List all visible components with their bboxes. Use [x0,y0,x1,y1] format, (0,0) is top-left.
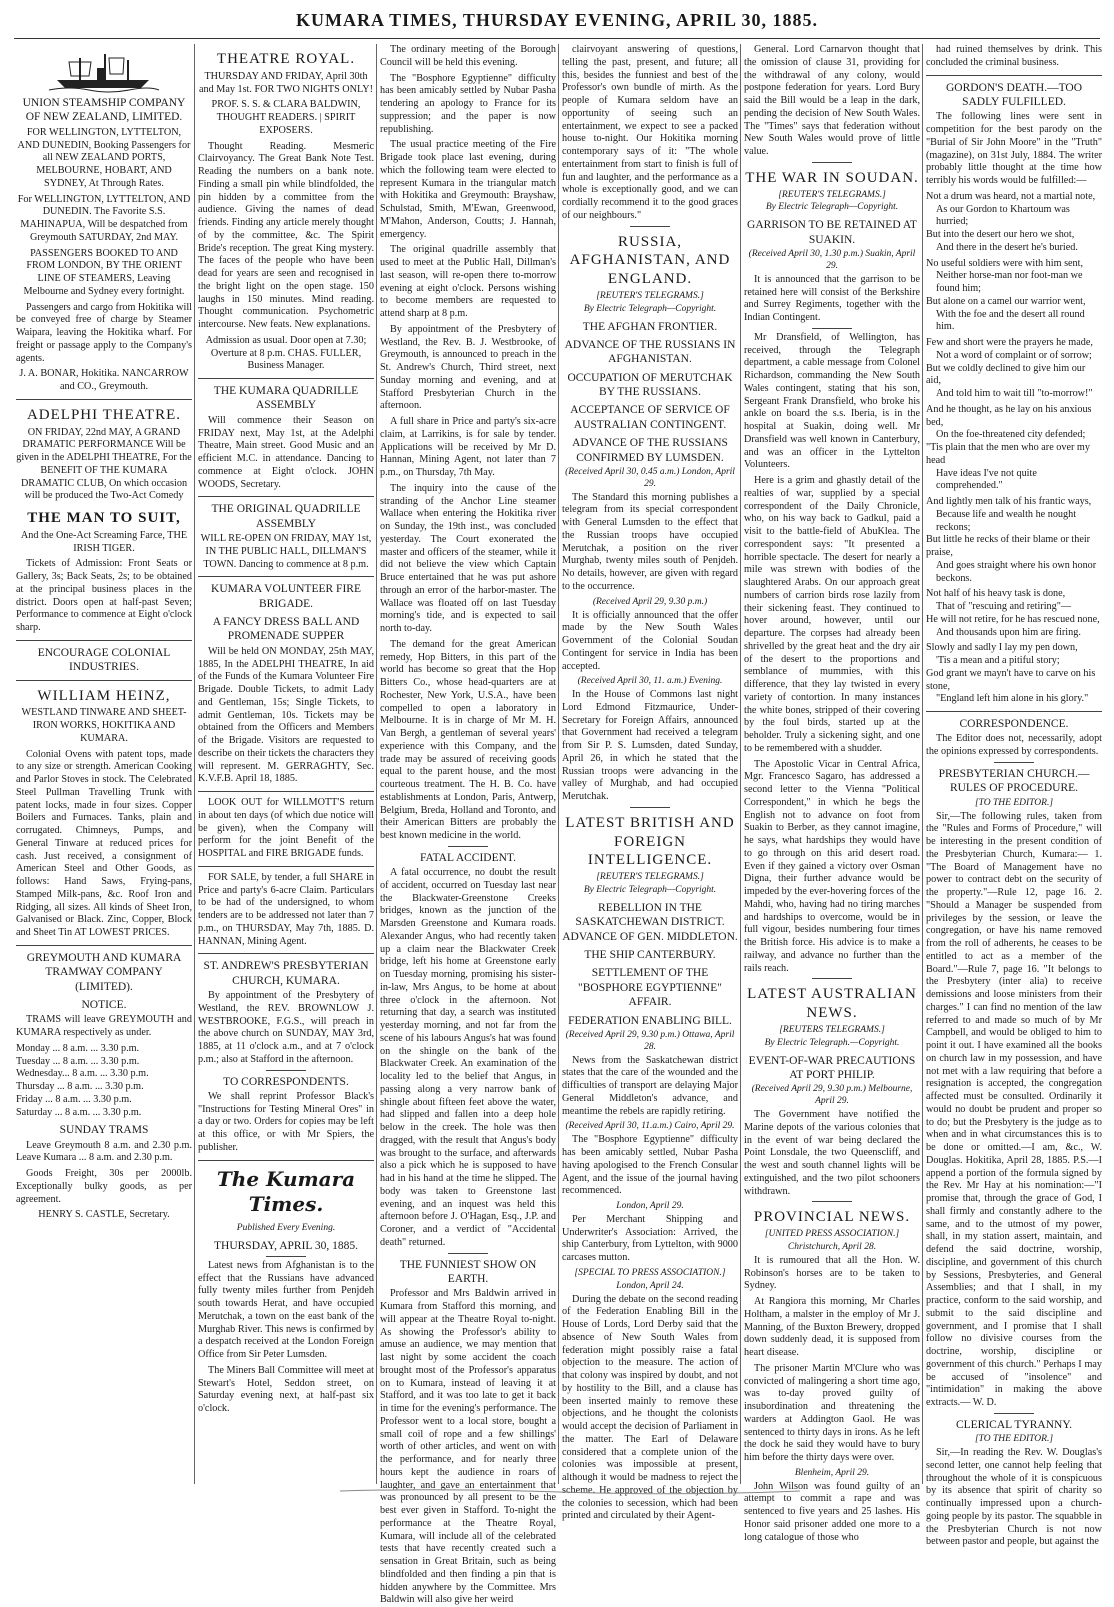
subhead: ADVANCE OF THE RUSSIANS CONFIRMED BY LUMSDEN. [572,437,728,464]
news-paragraph: At Rangiora this morning, Mr Charles Holtham, a malster in the employ of Mr J. Manning, of the Buxton Brewery, dropped down suddenly dead, it is supposed from heart disease. [744,1296,920,1358]
column-divider [376,44,377,1484]
telegram-body: It is announced that the garrison to be retained here will consist of the Berkshire and Surrey Regiments, together with the Indian Contingent. [744,273,920,323]
subhead: ACCEPTANCE OF SERVICE OF AUSTRALIAN CONTINGENT. [570,404,730,431]
union-body: FOR WELLINGTON, LYTTELTON, AND DUNEDIN, Booking Passengers for all NEW ZEALAND PORTS, MELBOURNE, HOBART, AND SYDNEY, At Through Rates. [17,126,191,189]
church-title: ST. ANDREW'S PRESBYTERIAN CHURCH, KUMARA. [203,960,369,987]
tram-row: Wednesday... 8 a.m. ... 3.30 p.m. [16,1068,149,1080]
correspondence-title: CORRESPONDENCE. [959,718,1069,730]
telegram-body: During the debate on the second reading of the Federation Enabling Bill in the House of Lords, Lord Derby said that the absence of New South Wales from federation might possibly raise a fatal objection to the measure. The action of that colony was inspired by doubt, and not by hostility to the Bill, and a clause has been inserted mainly to remove these objections, and he thought the colonists would accept the decision of Parliament in the matter. The Earl of Delaware considered that a complete union of the colonies was impossible at present, although it would be madness to reject the scheme. He approved of the objection by the colonies to secession, which had been printed and circulated by their Agent- [562,1293,738,1522]
correspondents-body: We shall reprint Professor Black's "Instructions for Testing Mineral Ores" in a day or two. Orders for copies may be left at this office, or with Mr Spiers, the publisher. [198,1090,374,1153]
poem-line: Because life and wealth he nought reckons; [936,508,1077,533]
tram-row: Monday ... 8 a.m. ... 3.30 p.m. [16,1042,140,1054]
news-paragraph: Here is a grim and ghastly detail of the realties of war, supplied by a special correspondent of the Daily Chronicle, who, on his way back to Gadkul, paid a visit to the battle-field of AbuKlea. The correspondent says: "It presented a horrible spectacle. The desert for nearly a mile was strewn with bodies of the slaughtered Arabs. On our approach great numbers of carrion birds rose lazily from their sickening feast. They continued to hover around, however, until our departure. The corpses had already been shrivelled by the great heat and the dry air of the desert to the proportions and semblance of mummies, with this difference, that they lay twisted in every variety of contortion. In many instances the white bones, stripped of their covering by the foul birds, started up at the beholder. Truly a sickening sight, and one to be remembered with a shudder. [744,475,920,754]
masthead: KUMARA TIMES, THURSDAY EVENING, APRIL 30, 1885. [295,10,819,30]
telegram-body: The Government have notified the Marine depots of the various colonies that in the event of war being declared the Point Lonsdale, the two Queenscliff, and the west and south channel lights will be extinguished, and the two pilot schooners withdrawn. [744,1109,920,1197]
miners-notice: The Miners Ball Committee will meet at Stewart's Hotel, Seddon street, on Saturday evening next, at half-past six o'clock. [198,1364,374,1415]
dateline: (Received April 30, 1.30 p.m.) Suakin, April 29. [748,249,916,271]
poem-line: Not a word of complaint or of sorrow; [936,349,1092,361]
news-paragraph: Mr Dransfield, of Wellington, has received, through the Telegraph department, a cable message from Colonel Richardson, commanding the New South Wales contingent, stating that his son, Sergeant Frank Dransfield, who broke his ankle on board the s.s. Iberia, is in the hospital at Suakin, doing well. Mr Dransfield was well known in Canterbury, and was an officer in the Lyttelton Volunteers. [744,331,920,471]
dash [630,807,670,808]
steamship-icon [49,48,159,92]
union-body-2: For WELLINGTON, LYTTELTON, AND DUNEDIN. The Favorite S.S. MAHINAPUA, Will be despatched from Greymouth SATURDAY, 2nd MAY. [17,193,191,243]
reuters-line: [REUTERS TELEGRAMS.] [779,1024,885,1035]
date-line: THURSDAY, APRIL 30, 1885. [214,1239,358,1252]
war-title: THE WAR IN SOUDAN. [745,169,919,186]
brigade-title: KUMARA VOLUNTEER FIRE BRIGADE. [211,583,361,610]
upa-line: [UNITED PRESS ASSOCIATION.] [764,1229,900,1239]
goods-freight: Goods Freight, 30s per 2000lb. Exceptionally bulky goods, as per agreement. [16,1168,192,1205]
dash [630,226,670,227]
poem-line: And there in the desert he's buried. [936,241,1078,253]
subhead: EVENT-OF-WAR PRECAUTIONS AT PORT PHILIP. [748,1054,916,1081]
news-paragraph: John Wilson was found guilty of an attempt to commit a rape and was sentenced to five years and 25 lashes. His Honor said prisoner added one more to a long catalogue of those who [744,1480,920,1543]
dateline: Blenheim, April 29. [794,1467,870,1478]
news-paragraph: The usual practice meeting of the Fire Brigade took place last evening, during which the following team were elected to represent Kumara in the triangular match with Hokitika and Greymouth: Brayshaw, Schulstad, Smith, M'Ewan, Greenwood, M'Mahon, Anderson, Coutts; J. Hannah, emergency. [380,139,556,240]
provincial-title: PROVINCIAL NEWS. [753,1209,911,1226]
subhead: GARRISON TO BE RETAINED AT SUAKIN. [747,219,917,246]
poem-line: And he thought, as he lay on his anxious bed, [926,403,1092,428]
published-line: Published Every Evening. [236,1222,336,1233]
adelphi-farce: And the One-Act Screaming Farce, THE IRISH TIGER. [20,529,188,554]
news-paragraph: The "Bosphore Egyptienne" difficulty has been amicably settled by Nubar Pasha tendering an apology to France for its suppression; and the paper is now republishing. [380,72,556,135]
poem-line: That of "rescuing and retiring"— [936,601,1072,612]
separator [198,791,374,792]
sunday-body: Leave Greymouth 8 a.m. and 2.30 p.m. Leave Kumara ... 8 a.m. and 2.30 p.m. [16,1139,192,1164]
willmott-notice: LOOK OUT for WILLMOTT'S return in about ten days (of which due notice will be given), when the Company will perform for the joint Benefit of the HOSPITAL and FIRE BRIGADE funds. [198,797,374,859]
copyright-line: By Electric Telegraph—Copyright. [765,202,899,213]
adelphi-play: THE MAN TO SUIT, [27,510,181,526]
telegram-body: News from the Saskatchewan district states that the care of the wounded and the difficulties of transport are delaying Major General Middleton's advance, and meantime the rebels are rapidly retiring. [562,1054,738,1117]
heinz-title: WILLIAM HEINZ, [37,687,171,704]
poem-line: And goes straight where his own honor beckons. [936,559,1097,584]
news-paragraph: had ruined themselves by drink. This concluded the criminal business. [926,44,1102,68]
presbyterian-letter: Sir,—The following rules, taken from the "Rules and Forms of Procedure," will be interesting in the present condition of the Presbyterian Church, Kumara:— 1. "The Board of Management have no power to contract debt on the security of the property."—Rule 12, page 16. 2. "Should a Manager be suspended from privileges by the session, or leave the congregation, or have his name removed from the roll of adherents, he ceases to be entitled to act as a member of the Board."—Rule 7, page 16. "It belongs to the Presbytery (inter alia) to receive demissions and loose ministers from their charges." I can find no mention of the law referred to and made so much of by Mr Campbell, and would be obliged to him to point it out. I have examined all the books on church law in my possession, and have not met with a law requiring that before a resignation is accepted, the congregation affected must be consulted. Ordinarily it would no doubt be prudent and proper so to do; but the Presbytery is the judge as to when and in what circumstances this is to be done or omitted.—I am, &c., W. Douglas. Hokitika, April 28, 1885. P.S.—I append a portion of the formula signed by the Rev. Mr Hay at his nomination:—"I promise that, through the grace of God, I shall firmly and constantly adhere to the same, and to the utmost of my power, shall, in my station assert, maintain, and defend the said doctrine, worship, discipline, and government of this church by Sessions, Presbyteries, and General Assemblies; and that I shall, in my practice, conform to the said worship, and submit to the said discipline and government, and I promise that I shall follow no divisive courses from the doctrine, worship, discipline or government of this church." Perhaps I may be accused of "insolence" and "intimidation" in making the above extracts.— W. D. [926,810,1102,1408]
separator [16,640,192,641]
original-quadrille-body: WILL RE-OPEN ON FRIDAY, MAY 1st, IN THE PUBLIC HALL, DILLMAN'S TOWN. Dancing to commence at 8 p.m. [200,533,372,570]
baldwin-heading: PROF. S. S. & CLARA BALDWIN, THOUGHT READERS. | SPIRIT EXPOSERS. [211,99,361,136]
sunday-heading: SUNDAY TRAMS [59,1124,149,1137]
poem-line: Not half of his heavy task is done, [926,588,1066,600]
poem-line: But we coldly declined to give him our aid, [926,362,1086,387]
poem-line: On the foe-threatened city defended; [936,429,1086,441]
tyranny-title: CLERICAL TYRANNY. [955,1418,1073,1431]
castle-signature: HENRY S. CASTLE, Secretary. [38,1209,170,1221]
poem-line: God grant we mayn't have to carve on his stone, [926,667,1096,692]
to-editor-line: [TO THE EDITOR.] [974,797,1054,808]
sale-notice: FOR SALE, by tender, a full SHARE in Price and party's 6-acre Claim. Particulars to be had of the undersigned, to whom tenders are to be addressed not later than 7 p.m., on THURSDAY, May 7th, 1885. D. HANNAN, Mining Agent. [198,871,374,947]
telegram-body: Per Merchant Shipping and Underwriter's Association: Arrived, the ship Canterbury, from Lyttelton, with 9000 carcases mutton. [562,1213,738,1264]
adelphi-tickets: Tickets of Admission: Front Seats or Gallery, 3s; Back Seats, 2s; to be obtained at the principal business places in the district. Doors open at half-past Seven; Performance to commence at Eight o'clock sharp. [16,558,192,633]
notice-heading: NOTICE. [81,998,127,1011]
poem-line: But alone on a camel our warrior went, [926,295,1086,307]
poem-line: And told him to wait till "to-morrow!" [936,388,1093,399]
dash [448,1253,488,1254]
union-body-4: Passengers and cargo from Hokitika will be conveyed free of charge by Steamer Waipara, leaving the Hokitika wharf. For freight or passage apply to the Company's agents. [16,301,192,364]
australian-title: LATEST AUSTRALIAN NEWS. [747,986,917,1021]
poem-line: "Tis plain that the men who are over my head [926,442,1090,466]
page-edge-smudge [40,1486,1080,1496]
baldwin-admission: Admission as usual. Door open at 7.30; Overture at 8 p.m. CHAS. FULLER, Business Manager. [205,334,367,372]
poem-line: With the foe and the desert all round him. [936,308,1085,333]
dateline: (Received April 29, 9.30 p.m.) Ottawa, April 28. [565,1029,735,1052]
dateline: (Received April 30, 11. a.m.) Evening. [577,676,723,687]
original-quadrille-title: THE ORIGINAL QUADRILLE ASSEMBLY [211,503,361,530]
reuters-line: [REUTER'S TELEGRAMS.] [596,290,704,301]
poem-line: Not a drum was heard, not a martial note, [926,190,1096,202]
reuters-line: [REUTER'S TELEGRAMS.] [596,872,704,883]
column-5 [744,44,920,1543]
dash [994,1413,1034,1414]
poem-line: 'Tis a mean and a pitiful story; [936,655,1060,666]
column-2 [198,44,374,1484]
poem-line: Neither horse-man nor foot-man we found him; [936,270,1083,294]
tram-row: Tuesday ... 8 a.m. ... 3.30 p.m. [16,1055,140,1067]
reuters-line: [REUTER'S TELEGRAMS.] [778,189,886,200]
dash [812,328,852,329]
gordon-title: GORDON'S DEATH.—TOO SADLY FULFILLED. [945,81,1083,108]
heinz-subtitle: WESTLAND TINWARE AND SHEET-IRON WORKS, HOKITIKA AND KUMARA. [21,707,187,744]
subhead: SETTLEMENT OF THE "BOSPHORE EGYPTIENNE" AFFAIR. [578,967,722,1009]
copyright-line: By Electric Telegraph—Copyright. [583,303,717,314]
column-6 [926,44,1102,1548]
subhead: THE SHIP CANTERBURY. [584,949,716,961]
column-divider [194,44,195,1484]
tram-row: Friday ... 8 a.m. ... 3.30 p.m. [16,1093,132,1105]
poem [926,191,1102,706]
news-paragraph: A full share in Price and party's six-acre claim, at Larrikins, is for sale by tender. Applications will be received by Mr D. Hannan, Mining Agent, not later than 7 p.m., on Thursday, 7th May. [380,416,556,478]
russia-title: RUSSIA, AFGHANISTAN, AND ENGLAND. [569,233,731,287]
news-paragraph: The inquiry into the cause of the stranding of the Anchor Line steamer Wallace when entering the Hokitika river on Sunday, the 19th inst., was concluded yesterday. The Court exonerated the master and officers of the steamer, while it did not believe the view which Captain Bruce entertained that he was put ashore through an error of the harbor-master. The Wallace was floated off on last Tuesday morning's tide, and is expected to sail north to-day. [380,482,556,634]
adelphi-body: ON FRIDAY, 22nd MAY, A GRAND DRAMATIC PERFORMANCE Will be given in the ADELPHI THEATRE, For the BENEFIT OF THE KUMARA DRAMATIC CLUB, On which occasion will be produced the Two-Act Comedy [16,426,192,502]
poem-line: Few and short were the prayers he made, [926,337,1093,348]
baldwin-body: Thought Reading. Mesmeric Clairvoyancy. The Great Bank Note Test. Reading the numbers on a bank note. Finding a small pin while blindfolded, the pin hidden by a committee from the audience. Giving the names of dead friends. Finding any article merely thought of by the committee, &c. The Spirit Bride's reception. The great King mystery. The faces of the people who have been dead for years are seen and recognised in the bright light on the open stage. 150 laughs in 150 minutes. Mind reading. Thought communication. Psychometric intercourse. New feats. New explanations. [198,140,374,330]
column-divider [558,44,559,1484]
poem-line: No useful soldiers were with him sent, [926,257,1084,269]
dash [266,1256,306,1257]
news-paragraph: The ordinary meeting of the Borough Council will be held this evening. [380,44,556,68]
separator [198,866,374,867]
telegram-body: It is officially announced that the offer made by the New South Wales Government of the Colonial Soudan Contingent for service in India has been accepted. [562,609,738,672]
separator [926,711,1102,712]
copyright-line: By Electric Telegraph—Copyright. [583,885,717,895]
separator [198,496,374,497]
dash [448,846,488,847]
tyranny-letter: Sir,—In reading the Rev. W. Douglas's second letter, one cannot help feeling that throughout the whole of it is conspicuous by its absence that spirit of charity so continually impressed upon a church-going people by its pastor. The squabble in the Presbyterian Church is not now between pastor and people, but against the [926,1447,1102,1548]
editor-note: The Editor does not, necessarily, adopt the opinions expressed by correspondents. [926,733,1102,758]
heinz-body: Colonial Ovens with patent tops, made to any size or strength. American Cooking and Parlor Stoves in stock. The Celebrated Steel Pullman Travelling Trunk with patent locks, made in four sizes. Copper Boilers and Furnaces. Tanks, plain and corrugated. Chimneys, Pumps, and General Tinware at reduced prices for cash. Just received, a consignment of American Steel and Other Goods, as follows: Hand Saws, Frying-pans, Stamped Milk-pans, &c. Roof Iron and Ridging, all sizes. All kinds of Sheet Iron, Galvanised or Black. Zinc, Copper, Block and Sheet Tin AT LOWEST PRICES. [16,748,192,938]
poem-line: But little he recks of their blame or their praise, [926,534,1091,558]
dateline: (Received April 30, 0.45 a.m.) London, April 29. [565,466,735,489]
news-paragraph: The prisoner Martin M'Clure who was convicted of malingering a short time ago, was to-day proved guilty of insubordination and threatening the warders at Addington Gaol. He was sentenced to thirty days in irons. As he left the dock he said they would have to bury him before the thirty days were over. [744,1362,920,1463]
column-divider [740,44,741,1484]
news-paragraph: clairvoyant answering of questions, telling the past, present, and future; all this, besides the funniest and best of the Professor's own bundle of mirth. As the people of Kumara seldom have an opportunity of seeing such an entertainment, we expect to see a packed house to-night. Our Hokitika morning contemporary says of it: "The whole entertainment from start to finish is full of fun and laughter, and the performance as a whole is exceptionally good, and we can cordially recommend it to the good graces of our neighbours." [562,44,738,221]
news-paragraph: It is rumoured that all the Hon. W. Robinson's horses are to be taken to Sydney. [744,1254,920,1292]
separator [16,945,192,946]
afghan-title: THE AFGHAN FRONTIER. [582,320,718,333]
news-paragraph: The original quadrille assembly that used to meet at the Public Hall, Dillman's last season, will re-open there to-morrow evening at eight o'clock. Persons wishing to become members are requested to attend sharp at 8 p.m. [380,244,556,319]
subhead: REBELLION IN THE SASKATCHEWAN DISTRICT. ADVANCE OF GEN. MIDDLETON. [562,901,738,943]
subhead: ADVANCE OF THE RUSSIANS IN AFGHANISTAN. [564,338,736,366]
presbyterian-title: PRESBYTERIAN CHURCH.—RULES OF PROCEDURE. [938,767,1090,795]
telegram-body: In the House of Commons last night Lord Edmond Fitzmaurice, Under-Secretary for Foreign Affairs, announced that Government had received a telegram from Sir P. S. Lumsden, dated Sunday, April 26, in which he stated that the Russian troops were advancing in the valley of Murghab, and had occupied Merutchak. [562,689,738,803]
latest-title: LATEST BRITISH AND FOREIGN INTELLIGENCE. [565,814,735,869]
correspondents-title: TO CORRESPONDENTS. [223,1075,349,1088]
union-title: UNION STEAMSHIP COMPANY OF NEW ZEALAND, LIMITED. [22,97,186,124]
dateline: (Received April 29, 9.30 p.m.) [592,596,708,607]
column-1 [16,44,192,1484]
ball-body: Will be held ON MONDAY, 25th MAY, 1885, In the ADELPHI THEATRE, In aid of the Funds of the Kumara Volunteer Fire Brigade. Double Tickets, to admit Lady and Gentleman, 15s; Single Tickets, to admit Gentleman, 10s. Tickets may be obtained from the Officers and Members of the Brigade. Visitors are requested to describe on their tickets the characters they will represent. M. GERRAGHTY, Sec. K.V.F.B. April 18, 1885. [198,645,374,785]
theatre-royal-title: THEATRE ROYAL. [216,51,356,67]
union-signature: J. A. BONAR, Hokitika. NANCARROW and CO., Greymouth. [19,368,189,392]
column-3 [380,44,556,1606]
subhead: FEDERATION ENABLING BILL. [568,1014,732,1027]
dash [812,162,852,163]
poem-line: He will not retire, for he has rescued none, [926,613,1100,625]
separator [16,680,192,681]
funniest-show-body: Professor and Mrs Baldwin arrived in Kumara from Stafford this morning, and will appear at the Theatre Royal to-night. As showing the Professor's ability to amuse an audience, we may mention that last night by some accident the coach brought most of the Professor's apparatus on to Kumara, instead of leaving it at Stafford, and it was too late to get it back in time for the evening's performance. The Professor went to a local store, bought a small coil of rope and a few shillings' worth of other articles, and went on with the performance, and for nearly three hours kept the audience in roars of laughter, and gave an entertainment that was pronounced by all present to be the best ever given in Stafford. To-night the performance at the Theatre Royal, Kumara, will include all of the celebrated tests that have recently created such a sensation in Great Britain, such as being blindfolded and then finding a pin that is hidden anywhere by the Committee. Mrs Baldwin will also give her weird [380,1288,556,1606]
column-4 [562,44,738,1522]
poem-line: Slowly and sadly I lay my pen down, [926,642,1078,654]
dash [266,1070,306,1071]
news-paragraph: General. Lord Carnarvon thought that the omission of clause 31, providing for the withdrawal of any colony, would postpone federation for years. Lord Bury said the Bill would be a leap in the dark, pending the decision of New South Wales. The "Times" says that federation without New South Wales would prove of little value. [744,44,920,157]
top-rule [14,38,1100,39]
separator [198,378,374,379]
funniest-show-title: THE FUNNIEST SHOW ON EARTH. [399,1258,537,1285]
dash [994,762,1034,763]
poem-line: "England left him alone in his glory." [936,693,1089,705]
quadrille-body: Will commence their Season on FRIDAY next, May 1st, at the Adelphi Theatre, Main street. Good Music and an efficient M.C. in attendance. Dancing to commence at Eight o'clock. JOHN WOODS, Secretary. [198,414,374,490]
fatal-accident-title: FATAL ACCIDENT. [420,851,516,864]
tram-row: Thursday ... 8 a.m. ... 3.30 p.m. [16,1081,144,1092]
separator [926,75,1102,76]
dateline: (Received April 29, 9.30 p.m.) Melbourne, April 29. [751,1084,913,1107]
church-body: By appointment of the Presbytery of Westland, the REV. BROWNLOW J. WESTBROOKE, F.G.S., will preach in the above church on SUNDAY, MAY 3rd, 1885, at 11 o'clock a.m., and at 7 o'clock p.m.; also at Stafford in the afternoon. [198,990,374,1065]
union-body-3: PASSENGERS BOOKED TO AND FROM LONDON, BY THE ORIENT LINE OF STEAMERS, Leaving Melbourne and Sydney every fortnight. [23,247,185,297]
tram-row: Saturday ... 8 a.m. ... 3.30 p.m. [16,1106,142,1118]
column-divider [922,44,923,1484]
tramway-title: GREYMOUTH AND KUMARA TRAMWAY COMPANY (LIMITED). [26,951,182,993]
paper-nameplate: The Kumara Times. [216,1166,356,1216]
ball-title: A FANCY DRESS BALL AND PROMENADE SUPPER [212,616,360,643]
dateline: Christchurch, April 28. [787,1241,877,1252]
poem-line: And lightly men talk of his frantic ways, [926,496,1092,507]
telegram-body: The "Bosphore Egyptienne" difficulty has been amicably settled, Nubar Pasha having apologised to the French Consular Agent, and the issue of the journal having recommenced. [562,1134,738,1197]
dash [812,1201,852,1202]
news-paragraph: By appointment of the Presbytery of Westland, the Rev. B. J. Westbrooke, of Greymouth, is announced to preach in the St. Andrew's Church, Third street, next Sunday morning and evening, and at Stafford Presbyterian Church in the afternoon. [380,323,556,412]
dateline: (Received April 30, 11.a.m.) Cairo, April 29. [565,1121,735,1132]
quadrille-title: THE KUMARA QUADRILLE ASSEMBLY [213,385,359,412]
poem-line: And thousands upon him are firing. [936,626,1081,638]
separator [198,953,374,954]
news-paragraph: The demand for the great American remedy, Hop Bitters, in this part of the world has become so great that the Hop Bitters Co., whose head-quarters are at Rochester, New York, U.S.A., have been compelled to open a laboratory in Melbourne. It is in charge of Mr M. H. Van Bergh, a gentleman of several years' experience with this Company, and the trade may be assured of receiving goods equal to the parent house, and the most courteous treatment. The H. B. Co. have establishments at London, Paris, Antwerp, Belgium, Breda, Holland and Toronto, and their American Bitters are probably the best known medicine in the world. [380,638,556,841]
special-line: [SPECIAL TO PRESS ASSOCIATION.] [574,1267,726,1278]
news-paragraph: The Apostolic Vicar in Central Africa, Mgr. Francesco Sagaro, has addressed a second letter to the Vienna "Political Correspondent," in which he begs the English not to advance on foot from Suakin to Berber, as they cannot imagine, he says, what hardships they would have to go through on this arid desert road. Even if they gained a victory over Osman Digna, their further advance would be impeded by the ever-hovering forces of the Mahdi, who, having had no tiring marches and hardships to overcome, would be in full vigour, besides numbering four times the British force. His advice is to make a railway, and advance no further than the rails reach. [744,758,920,974]
telegram-body: The Standard this morning publishes a telegram from its special correspondent with General Lumsden to the effect that the Russian troops have occupied Merutchak, a position on the river Murghab, twenty miles south of Penjdeh. No details, however, are given with regard to the occurrence. [562,491,738,592]
subhead: OCCUPATION OF MERUTCHAK BY THE RUSSIANS. [567,371,733,398]
poem-line: As our Gordon to Khartoum was hurried; [936,203,1070,228]
separator [198,1160,374,1161]
poem-line: But into the desert our hero we shot, [926,229,1075,240]
tram-intro: TRAMS will leave GREYMOUTH and KUMARA respectively as under. [16,1014,192,1038]
separator [198,576,374,577]
encourage-heading: ENCOURAGE COLONIAL INDUSTRIES. [37,646,171,674]
to-editor-line: [TO THE EDITOR.] [974,1434,1054,1445]
fatal-accident-body: A fatal occurrence, no doubt the result of accident, occurred on Tuesday last near the Blackwater-Greenstone Creeks bridges, known as the junction of the Marsden Greenstone and Kumara roads. Alexander Angus, who had recently taken up a claim near the Blackwater Creek bridge, left his home at Greenstone early on Tuesday morning, promising his sister-in-law, Mrs Angus, to be home at about three o'clock in the afternoon. Not returning that day, a search was instituted yesterday morning, and not far from the scene of his labours Angus's hat was found on the shingle on the bank of the Blackwater Creek. An examination of the locality led to the belief that Angus, in passing along a very narrow bank of shingle about fifteen feet above the water, had slipped and fallen into a deep hole below in the creek. The hole was then dragged, with the result that Angus's body was brought to the surface, and afterwards also a pick which he is supposed to have had in his hand at the time he slipped. The body was taken to Greenstone last evening, and an inquest was held this afternoon before J. O'Hagan, Esq., J.P. and Coroner, and a verdict of "Accidental death" returned. [380,867,556,1248]
copyright-line: By Electric Telegraph.—Copyright. [764,1037,900,1048]
dash [812,978,852,979]
gordon-intro: The following lines were sent in competition for the best parody on the "Burial of Sir John Moore" in the "Truth" (magazine), on 31st July, 1884. The writer probably little thought at the time how terribly his words would be fulfilled:— [926,111,1102,186]
separator [16,399,192,400]
dateline: London, April 24. [616,1280,684,1291]
poem-line: Have ideas I've not quite comprehended." [936,467,1037,492]
dateline: London, April 29. [616,1201,684,1211]
theatre-dates: THURSDAY AND FRIDAY, April 30th and May 1st. FOR TWO NIGHTS ONLY! [199,70,373,95]
lead-article: Latest news from Afghanistan is to the effect that the Russians have advanced fully twenty miles further from Penjdeh south towards Herat, and have occupied Merutchak, a town on the east bank of the Murghab River. This news is confirmed by a despatch received at the London Foreign Office from Sir Peter Lumsden. [198,1259,374,1361]
adelphi-title: ADELPHI THEATRE. [26,406,182,423]
